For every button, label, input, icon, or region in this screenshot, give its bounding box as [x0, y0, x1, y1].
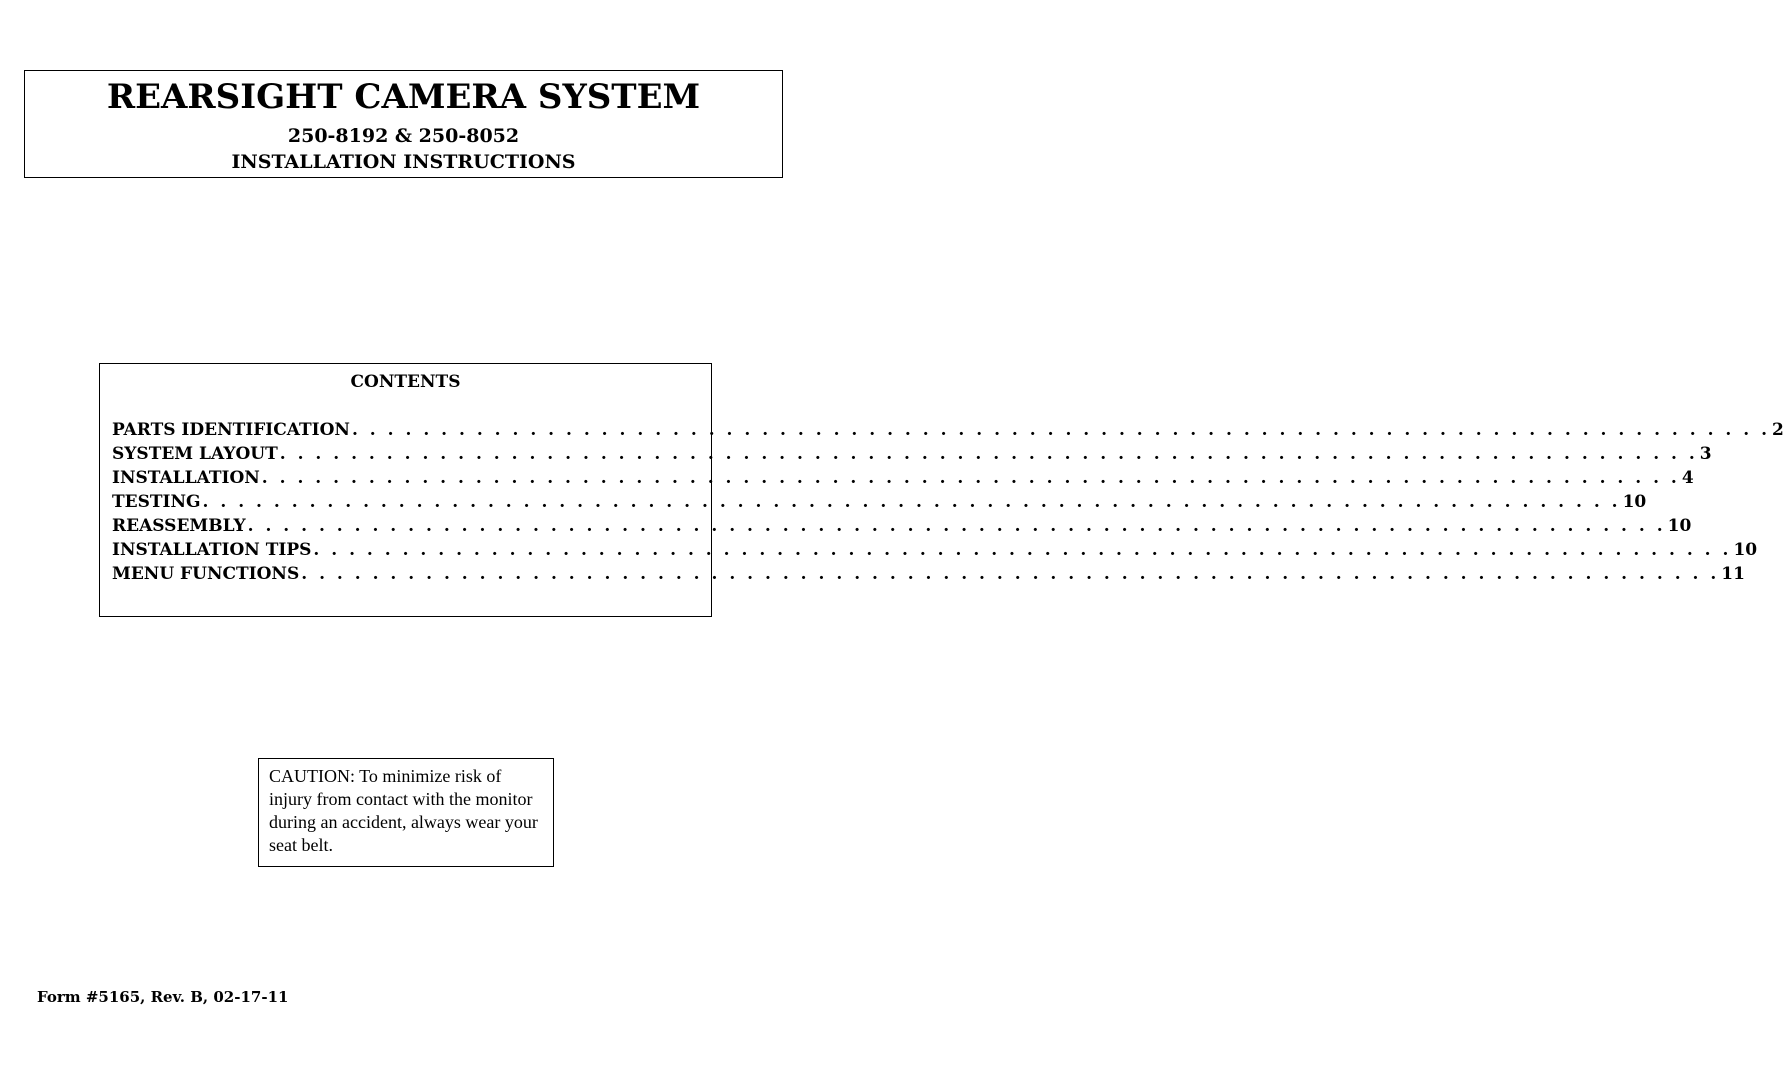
toc-dot-leader: . . . . . . . . . . . . . . . . . . . . . . . . . . . . . . . . . . . . . . . . . . . . . . . . . . . . . . . . . . . . . . . . . . . . . . . . . . . . . . . .	[301, 564, 1720, 584]
toc-entry-parts-identification[interactable]	[112, 420, 1784, 444]
toc-entry-page: 10	[1733, 540, 1758, 560]
toc-entry-label: REASSEMBLY	[112, 516, 246, 536]
toc-entry-label: MENU FUNCTIONS	[112, 564, 300, 584]
toc-dot-leader: . . . . . . . . . . . . . . . . . . . . . . . . . . . . . . . . . . . . . . . . . . . . . . . . . . . . . . . . . . . . . . . . . . . . . . . . . . . . . . . .	[351, 420, 1771, 440]
toc-dot-leader: . . . . . . . . . . . . . . . . . . . . . . . . . . . . . . . . . . . . . . . . . . . . . . . . . . . . . . . . . . . . . . . . . . . . . . . . . . . . . . . .	[202, 492, 1621, 512]
toc-entry-label: INSTALLATION	[112, 468, 260, 488]
caution-box	[258, 758, 554, 867]
toc-entry-label: TESTING	[112, 492, 201, 512]
toc-entry-page: 2	[1772, 420, 1784, 440]
toc-dot-leader: . . . . . . . . . . . . . . . . . . . . . . . . . . . . . . . . . . . . . . . . . . . . . . . . . . . . . . . . . . . . . . . . . . . . . . . . . . . . . . . .	[313, 540, 1732, 560]
toc-entry-testing[interactable]	[112, 492, 1647, 516]
toc-entry-reassembly[interactable]	[112, 516, 1692, 540]
toc-entry-label: INSTALLATION TIPS	[112, 540, 312, 560]
toc-dot-leader: . . . . . . . . . . . . . . . . . . . . . . . . . . . . . . . . . . . . . . . . . . . . . . . . . . . . . . . . . . . . . . . . . . . . . . . . . . . . . . . .	[261, 468, 1680, 488]
title-box	[24, 70, 783, 178]
toc-entry-page: 3	[1699, 444, 1712, 464]
model-numbers: 250-8192 & 250-8052	[287, 125, 520, 147]
caution-text: CAUTION: To minimize risk of injury from contact with the monitor during an accident, always wear your seat belt.	[269, 766, 538, 855]
form-revision-footer: Form #5165, Rev. B, 02-17-11	[37, 988, 289, 1006]
toc-entry-system-layout[interactable]	[112, 444, 1712, 468]
toc-entry-installation[interactable]	[112, 468, 1694, 492]
toc-entry-label: PARTS IDENTIFICATION	[112, 420, 350, 440]
toc-entry-menu-functions[interactable]	[112, 564, 1745, 588]
toc-entry-page: 10	[1622, 492, 1647, 512]
toc-dot-leader: . . . . . . . . . . . . . . . . . . . . . . . . . . . . . . . . . . . . . . . . . . . . . . . . . . . . . . . . . . . . . . . . . . . . . . . . . . . . . . . .	[247, 516, 1666, 536]
toc-entry-page: 11	[1721, 564, 1745, 584]
document-title: REARSIGHT CAMERA SYSTEM	[106, 77, 701, 117]
toc-entry-page: 10	[1667, 516, 1692, 536]
toc-dot-leader: . . . . . . . . . . . . . . . . . . . . . . . . . . . . . . . . . . . . . . . . . . . . . . . . . . . . . . . . . . . . . . . . . . . . . . . . . . . . . . . .	[279, 444, 1698, 464]
document-subtitle: INSTALLATION INSTRUCTIONS	[231, 151, 576, 173]
toc-entry-label: SYSTEM LAYOUT	[112, 444, 278, 464]
table-of-contents	[112, 420, 1784, 588]
contents-heading: CONTENTS	[350, 372, 461, 392]
toc-entry-installation-tips[interactable]	[112, 540, 1758, 564]
contents-box	[99, 363, 1784, 617]
toc-entry-page: 4	[1681, 468, 1694, 488]
